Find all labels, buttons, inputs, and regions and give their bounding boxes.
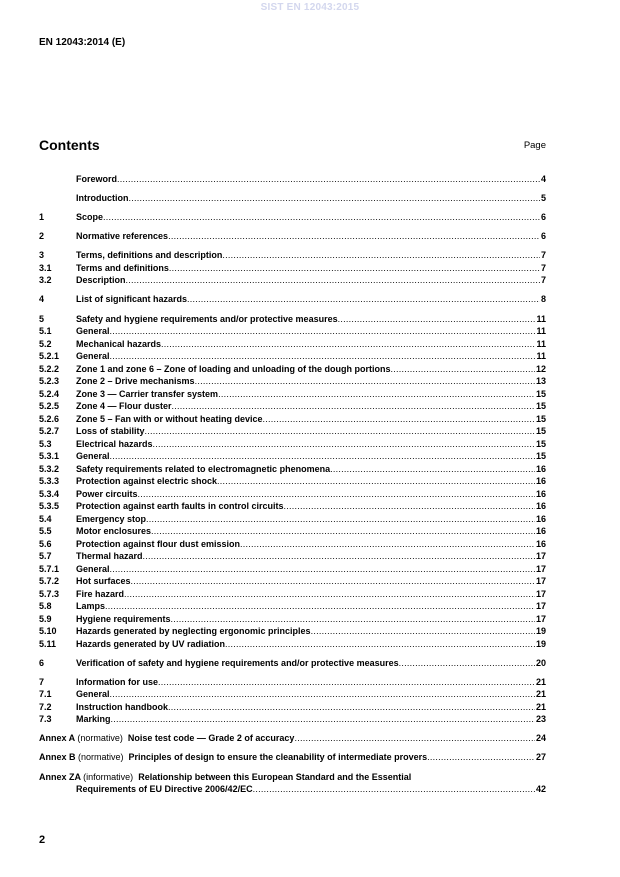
toc-entry-number: 5.10 <box>39 626 57 637</box>
toc-entry-page: 15 <box>535 401 546 412</box>
toc-entry-number: 5.8 <box>39 601 52 612</box>
toc-entry-title: Lamps <box>76 601 106 612</box>
page-number: 2 <box>39 834 46 846</box>
toc-entry-number: 3.2 <box>39 275 52 286</box>
toc-entry[interactable] <box>39 550 546 563</box>
toc-entry-number: 5.2.5 <box>39 401 60 412</box>
toc-entry-title: Motor enclosures <box>76 526 152 537</box>
toc-entry-page: 21 <box>535 701 546 712</box>
toc-entry[interactable] <box>39 475 546 488</box>
toc-entry-number: 5.3.1 <box>39 451 60 462</box>
toc-entry-number: 5.3.3 <box>39 476 60 487</box>
toc-leader-dots <box>263 413 535 426</box>
contents-title: Contents <box>39 137 100 153</box>
toc-entry[interactable] <box>39 325 546 338</box>
toc-entry-number: 5.5 <box>39 526 52 537</box>
toc-entry-title: Description <box>76 275 126 286</box>
toc-entry-title: Protection against flour dust emission <box>76 538 241 549</box>
toc-entry[interactable] <box>39 500 546 513</box>
toc-entry-number: 3.1 <box>39 262 52 273</box>
toc-entry[interactable] <box>39 463 546 476</box>
toc-leader-dots <box>168 230 540 243</box>
toc-annex-continuation[interactable] <box>39 783 546 796</box>
toc-entry-number: 1 <box>39 212 45 223</box>
toc-entry[interactable] <box>39 338 546 351</box>
toc-entry-page: 16 <box>535 463 546 474</box>
annex-label <box>39 751 129 764</box>
toc-entry-page: 16 <box>535 526 546 537</box>
toc-leader-dots <box>330 463 535 476</box>
toc-entry[interactable] <box>39 600 546 613</box>
toc-leader-dots <box>338 313 536 326</box>
toc-entry-page: 11 <box>536 326 546 337</box>
toc-entry-page: 27 <box>535 752 546 763</box>
toc-leader-dots <box>158 676 535 689</box>
toc-entry-title: Terms and definitions <box>76 262 169 273</box>
toc-entry-number: 5.3 <box>39 438 52 449</box>
document-id: EN 12043:2014 (E) <box>39 37 126 48</box>
toc-entry[interactable] <box>39 173 546 186</box>
toc-entry-title: Electrical hazards <box>76 438 153 449</box>
toc-leader-dots <box>171 613 535 626</box>
toc-leader-dots <box>110 688 535 701</box>
toc-entry-title: Introduction <box>76 193 129 204</box>
toc-entry-page: 15 <box>535 451 546 462</box>
toc-entry[interactable] <box>39 249 546 262</box>
toc-entry[interactable] <box>39 588 546 601</box>
toc-leader-dots <box>187 293 540 306</box>
watermark: SIST EN 12043:2015 <box>260 2 360 13</box>
toc-leader-dots <box>168 701 535 714</box>
toc-entry-page: 16 <box>535 476 546 487</box>
toc-entry[interactable] <box>39 293 546 306</box>
toc-entry-page: 17 <box>535 563 546 574</box>
toc-leader-dots <box>110 450 535 463</box>
toc-leader-dots <box>253 783 535 796</box>
toc-entry-title: Fire hazard <box>76 588 125 599</box>
annex-title: Principles of design to ensure the cleanability of intermediate provers <box>128 752 428 763</box>
toc-leader-dots <box>105 600 535 613</box>
toc-entry-title: Zone 1 and zone 6 – Zone of loading and unloading of the dough portions <box>76 363 391 374</box>
toc-leader-dots <box>145 425 535 438</box>
toc-leader-dots <box>153 438 535 451</box>
toc-entry-title: Scope <box>76 212 104 223</box>
annex-label <box>39 732 128 745</box>
toc-entry[interactable] <box>39 274 546 287</box>
toc-entry[interactable] <box>39 350 546 363</box>
toc-entry-number: 5.1 <box>39 326 52 337</box>
toc-entry[interactable] <box>39 713 546 726</box>
toc-entry-number: 5.7.1 <box>39 563 60 574</box>
toc-leader-dots <box>138 488 535 501</box>
toc-entry-title: Marking <box>76 714 111 725</box>
toc-entry-title: Protection against electric shock <box>76 476 218 487</box>
toc-leader-dots <box>129 192 540 205</box>
toc-entry-page: 15 <box>535 426 546 437</box>
toc-leader-dots <box>225 638 535 651</box>
toc-entry-number: 3 <box>39 250 45 261</box>
toc-leader-dots <box>222 249 540 262</box>
toc-entry[interactable] <box>39 638 546 651</box>
toc-entry-number: 2 <box>39 231 45 242</box>
toc-entry-page: 17 <box>535 551 546 562</box>
toc-entry[interactable] <box>39 438 546 451</box>
toc-entry-page: 7 <box>540 275 546 286</box>
toc-entry-number: 7 <box>39 676 45 687</box>
toc-entry[interactable] <box>39 375 546 388</box>
toc-entry[interactable] <box>39 363 546 376</box>
toc-entry-title: General <box>76 351 110 362</box>
toc-entry-number: 7.2 <box>39 701 52 712</box>
toc-entry-page: 16 <box>535 501 546 512</box>
annex-title: Relationship between this European Standard and the Essential <box>138 771 412 782</box>
toc-entry-number: 5.6 <box>39 538 52 549</box>
toc-entry-number: 5.3.5 <box>39 501 60 512</box>
toc-entry-page: 6 <box>540 231 546 242</box>
toc-entry-page: 17 <box>535 588 546 599</box>
toc-annex-entry[interactable] <box>39 732 546 745</box>
toc-entry-page: 16 <box>535 538 546 549</box>
toc-entry[interactable] <box>39 657 546 670</box>
toc-entry-page: 15 <box>535 438 546 449</box>
toc-leader-dots <box>131 575 535 588</box>
toc-leader-dots <box>390 363 535 376</box>
toc-entry-page: 21 <box>535 676 546 687</box>
toc-entry-title: Thermal hazard <box>76 551 143 562</box>
toc-leader-dots <box>169 262 540 275</box>
toc-entry[interactable] <box>39 400 546 413</box>
toc-entry-title: List of significant hazards <box>76 294 188 305</box>
toc-entry-title: Mechanical hazards <box>76 338 162 349</box>
toc-entry[interactable] <box>39 313 546 326</box>
toc-leader-dots <box>110 325 536 338</box>
toc-entry[interactable] <box>39 450 546 463</box>
toc-leader-dots <box>172 400 535 413</box>
toc-entry-title: Power circuits <box>76 488 138 499</box>
toc-entry-number: 5 <box>39 313 45 324</box>
toc-entry[interactable] <box>39 688 546 701</box>
toc-entry[interactable] <box>39 230 546 243</box>
toc-entry[interactable] <box>39 388 546 401</box>
toc-leader-dots <box>240 538 535 551</box>
toc-entry-title: Zone 2 – Drive mechanisms <box>76 376 195 387</box>
toc-entry[interactable] <box>39 425 546 438</box>
toc-entry-number: 5.3.2 <box>39 463 60 474</box>
toc-leader-dots <box>103 211 540 224</box>
toc-entry-page: 17 <box>535 601 546 612</box>
toc-entry-page: 16 <box>535 488 546 499</box>
toc-entry-title: Verification of safety and hygiene requirements and/or protective measures <box>76 657 399 668</box>
toc-entry-page: 4 <box>540 174 546 184</box>
toc-leader-dots <box>284 500 535 513</box>
toc-leader-dots <box>427 751 535 764</box>
toc-entry-title: General <box>76 563 110 574</box>
toc-entry[interactable] <box>39 575 546 588</box>
toc-leader-dots <box>124 588 535 601</box>
toc-entry-title: Instruction handbook <box>76 701 168 712</box>
toc-entry[interactable] <box>39 613 546 626</box>
toc-entry-page: 19 <box>535 626 546 637</box>
toc-entry-number: 6 <box>39 657 45 668</box>
toc-entry-title: Foreword <box>76 174 118 184</box>
toc-entry-title: General <box>76 689 110 700</box>
toc-entry-title: Hot surfaces <box>76 576 131 587</box>
toc-entry[interactable] <box>39 538 546 551</box>
toc-entry-page: 23 <box>535 714 546 725</box>
toc-annex-entry[interactable] <box>39 771 546 784</box>
toc-entry-number: 5.7.3 <box>39 588 60 599</box>
toc-entry-title: Safety requirements related to electromagnetic phenomena <box>76 463 331 474</box>
annex-title: Noise test code — Grade 2 of accuracy <box>127 733 295 744</box>
toc-entry-title: Information for use <box>76 676 159 687</box>
toc-entry-page: 15 <box>535 388 546 399</box>
toc-entry-title: Loss of stability <box>76 426 145 437</box>
toc-entry-page: 7 <box>540 250 546 261</box>
toc-entry-page: 17 <box>535 576 546 587</box>
annex-label <box>39 771 138 784</box>
annex-label-text: Annex B <box>39 752 79 763</box>
toc-entry-number: 5.7 <box>39 551 52 562</box>
toc-entry[interactable] <box>39 525 546 538</box>
toc-entry-page: 11 <box>536 338 546 349</box>
toc-entry[interactable] <box>39 676 546 689</box>
toc-leader-dots <box>217 475 535 488</box>
toc-leader-dots <box>110 350 536 363</box>
annex-label-text: Annex A <box>39 733 78 744</box>
toc-entry-number: 5.2.6 <box>39 413 60 424</box>
table-of-contents <box>39 173 546 796</box>
toc-entry[interactable] <box>39 625 546 638</box>
toc-entry-page: 21 <box>535 689 546 700</box>
toc-leader-dots <box>294 732 535 745</box>
toc-entry-page: 11 <box>536 351 546 362</box>
annex-type: (informative) <box>83 771 134 782</box>
toc-entry-number: 5.2.3 <box>39 376 60 387</box>
toc-entry[interactable] <box>39 262 546 275</box>
annex-type: (normative) <box>78 752 124 763</box>
toc-entry-page: 20 <box>535 657 546 668</box>
toc-entry[interactable] <box>39 513 546 526</box>
toc-entry-title: Hazards generated by UV radiation <box>76 638 226 649</box>
toc-entry[interactable] <box>39 211 546 224</box>
toc-leader-dots <box>110 563 535 576</box>
toc-entry-title: Safety and hygiene requirements and/or protective measures <box>76 313 338 324</box>
toc-entry-number: 7.3 <box>39 714 52 725</box>
toc-annex-entry[interactable] <box>39 751 546 764</box>
toc-entry-number: 5.2.1 <box>39 351 60 362</box>
toc-entry-page: 7 <box>540 262 546 273</box>
toc-entry-page: 17 <box>535 613 546 624</box>
toc-entry-number: 4 <box>39 294 45 305</box>
toc-entry-number: 5.2.4 <box>39 388 60 399</box>
toc-entry-number: 5.2 <box>39 338 52 349</box>
toc-entry-page: 42 <box>535 784 546 795</box>
annex-title-continuation: Requirements of EU Directive 2006/42/EC <box>76 784 253 795</box>
toc-entry-number: 5.3.4 <box>39 488 60 499</box>
toc-entry-number: 5.4 <box>39 513 52 524</box>
toc-entry-title: Hazards generated by neglecting ergonomic principles <box>76 626 311 637</box>
page-column-label: Page <box>523 140 546 151</box>
toc-leader-dots <box>311 625 535 638</box>
annex-type: (normative) <box>77 733 123 744</box>
toc-entry-title: Normative references <box>76 231 169 242</box>
toc-leader-dots <box>117 173 540 186</box>
toc-entry-number: 7.1 <box>39 689 52 700</box>
toc-leader-dots <box>126 274 540 287</box>
toc-entry-title: Zone 5 – Fan with or without heating device <box>76 413 263 424</box>
toc-entry[interactable] <box>39 701 546 714</box>
toc-entry-page: 16 <box>535 513 546 524</box>
toc-entry-page: 6 <box>540 212 546 223</box>
toc-leader-dots <box>161 338 535 351</box>
toc-entry-page: 13 <box>535 376 546 387</box>
toc-leader-dots <box>143 550 535 563</box>
toc-entry-page: 15 <box>535 413 546 424</box>
annex-label-text: Annex ZA <box>39 771 84 782</box>
toc-entry-page: 11 <box>536 313 546 324</box>
toc-leader-dots <box>111 713 535 726</box>
toc-leader-dots <box>399 657 535 670</box>
toc-entry-number: 5.9 <box>39 613 52 624</box>
toc-leader-dots <box>195 375 535 388</box>
toc-entry-page: 5 <box>540 193 546 204</box>
toc-entry[interactable] <box>39 563 546 576</box>
toc-entry-title: Hygiene requirements <box>76 613 171 624</box>
toc-entry[interactable] <box>39 488 546 501</box>
toc-entry-number: 5.11 <box>39 638 57 649</box>
toc-entry-number: 5.7.2 <box>39 576 60 587</box>
toc-leader-dots <box>146 513 535 526</box>
toc-entry-page: 24 <box>535 733 546 744</box>
toc-entry-number: 5.2.2 <box>39 363 60 374</box>
toc-leader-dots <box>151 525 535 538</box>
toc-entry-title: General <box>76 326 110 337</box>
toc-entry-title: Zone 4 — Flour duster <box>76 401 172 412</box>
toc-entry-title: Zone 3 — Carrier transfer system <box>76 388 219 399</box>
toc-entry-number: 5.2.7 <box>39 426 60 437</box>
toc-leader-dots <box>218 388 535 401</box>
toc-entry[interactable] <box>39 413 546 426</box>
toc-entry[interactable] <box>39 192 546 205</box>
toc-entry-title: Terms, definitions and description <box>76 250 223 261</box>
toc-entry-page: 12 <box>535 363 546 374</box>
toc-entry-title: General <box>76 451 110 462</box>
toc-entry-page: 8 <box>540 294 546 305</box>
toc-entry-page: 19 <box>535 638 546 649</box>
toc-entry-title: Emergency stop <box>76 513 147 524</box>
toc-entry-title: Protection against earth faults in control circuits <box>76 501 284 512</box>
